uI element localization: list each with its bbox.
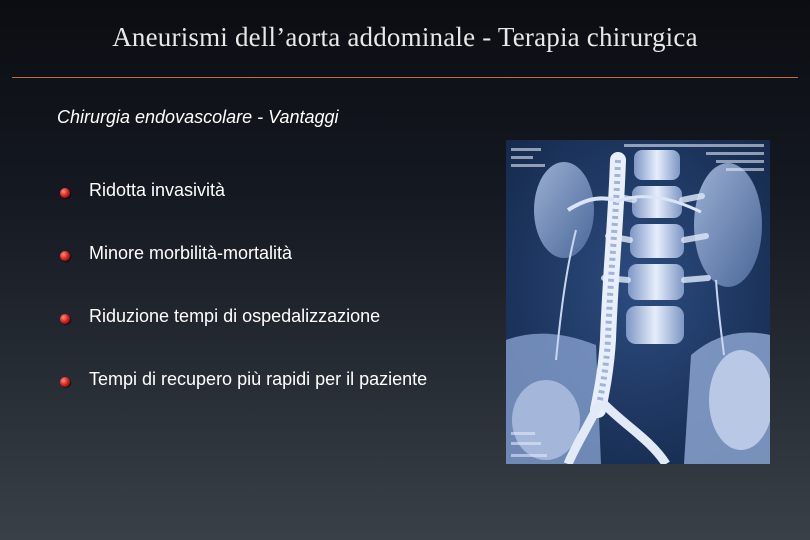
ct-3d-reconstruction-image	[506, 140, 770, 464]
bullet-icon	[60, 251, 70, 261]
bullet-item	[60, 369, 520, 432]
ct-scan-illustration	[506, 140, 770, 464]
bullet-list	[60, 180, 520, 432]
slide-subtitle: Chirurgia endovascolare - Vantaggi	[57, 107, 339, 127]
bullet-text: Ridotta invasività	[89, 180, 226, 200]
bullet-text: Riduzione tempi di ospedalizzazione	[89, 306, 381, 326]
bullet-icon	[60, 314, 70, 324]
bullet-text: Tempi di recupero più rapidi per il paziente	[89, 369, 428, 389]
bullet-text: Minore morbilità-mortalità	[89, 243, 293, 263]
bullet-icon	[60, 377, 70, 387]
title-divider	[12, 77, 798, 78]
bullet-icon	[60, 188, 70, 198]
bullet-item	[60, 180, 520, 243]
bullet-item	[60, 306, 520, 369]
bullet-item	[60, 243, 520, 306]
slide-title: Aneurismi dell’aorta addominale - Terapia chirurgica	[112, 22, 698, 52]
